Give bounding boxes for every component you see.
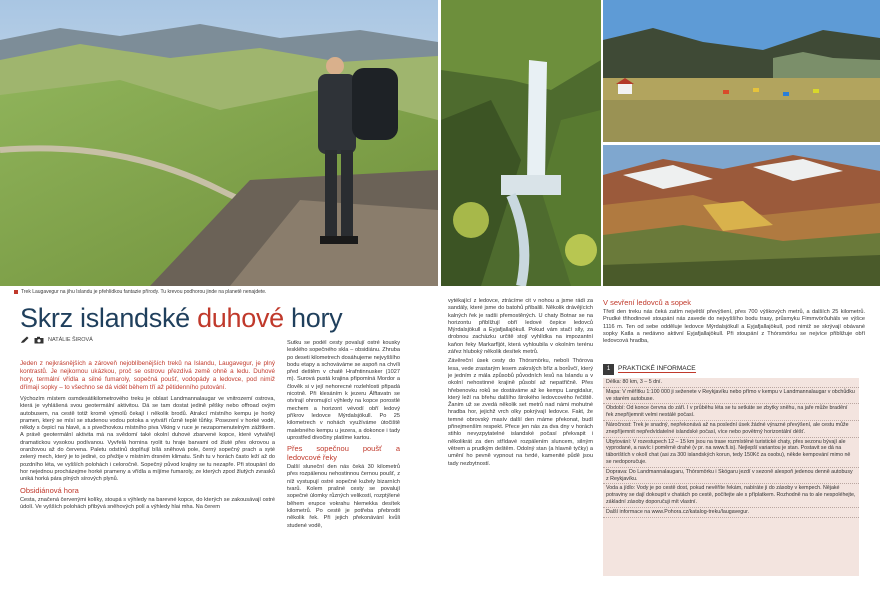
text-column-3 <box>448 298 593 592</box>
photo-rhyolite <box>603 145 880 286</box>
text-column-2 <box>287 340 400 592</box>
info-row: Náročnost: Trek je snadný, nepřekonává až na poslední úsek žádné výrazné převýšení, ale cestu může znepříjemnit nepředvídatelné islandské počasí, více nebo povětrný horizontální déšť. <box>603 421 859 438</box>
col2-paragraph-1: Šutku se podél cesty povalují ostré kousky lesklého sopečného skla – obsidiánu. Zhruba po deseti kilometrech dosáhujeme nejvyššího bodu etapy a schováváme se aspoň na chvíli před deštěm v chatě Hrafntinnusker (1027 m). Surová pustá krajina připomíná Mordor a člověk si v její nehorecné rozlehlosti připadá nicotně. Při klesáním k jezeru Álftavatn se otvírají ohromující výhledy na kopce porostlé mechem a horizont vévodí obří ledový příkrov ledovce Mýrdalsjökull. Po 25 kilometrech v nohách využíváme útočiště malebného kempu u jezera, a dokonce i tady uprostřed divočiny platíme kartou. <box>287 340 400 441</box>
info-row: Voda a jídlo: Vody je po cestě dost, pokud nevěříte řekám, nabíráte ji do zásoby v kempech. Nějaké potraviny se dají dokoupit v chatách po cestě, počítejte ale s příplatkem. Rozhodně na to ale nespoléhejte, základní zásoby doporučuji mít vlastní. <box>603 484 859 507</box>
col1-paragraph-1: Výchozím místem osmdesátikilometrového treku je oblast Landmannalaugar ve vnitrozemí ostrova, která je vyhlášená svou geotermální aktivitou. Dá se tam dostat jedině pěšky nebo offroad ovým autobusem, na cestě totiž kromě výmolů čekají i několik brodů. Atrakcí místního kempu je horký pramen, který se mísí se studenou vodou potoka a vytváří různě teplé tůňky. Posezení v horké vodě, někdy s čepicí na hlavě, a s pivečhovkou místního piva Viking v ruce je nezapomenutelným zážitkem. A právě geotermální aktivita má na svědomí také okolní duhové zbarvené kopce, které vytvářejí dramatickou vysokou podívanou. Vyvřelá hornina ryolit tu hraje barvami od žluté přes okrovou a oranžovou až do červena. Paletu odstínů doplňují bílá sněhová pole, černý sopečný prach a syté zelený mech, který je to jediné, co přežije v místním drsném klimatu. Snih tu v horách často leží až do pozdního léta, ve vyšších polohách i celoročně. Sopečný původ krajiny se tu nezapře. Při stoupání do hor nejednou procházejme horké prameny a vřídla a míjíme fumaroly, ze kterých zpod žlutých zvrasků uniká horká pára plných sírových plynů. <box>20 396 275 483</box>
photo-waterfall <box>441 0 601 286</box>
col4-paragraph-1: Třetí den treku nás čeká zatím největší převýšení, přes 700 výškových metrů, a dalších 25 kilometrů. Prudké třihodinové stoupání nás zavede do nejvyššího bodu trasy, průsmyku Fimmvörðuháls ve výšce 1116 m. Ten od sebe odděluje ledovce Mýrdalsjökull a Eyjafjallajökull, pod nimiž se skrývají obávané sopky Katla a nedávno aktivní Eyjafjallajökull. Při stoupání z Thórsmörku se nejvíce přibližuje obří ledovcová hradba, <box>603 309 865 345</box>
info-row: Mapa: V měřítku 1:100 000 ji seženete v Reykjavíku nebo přímo v kempu v Landmannalaugar v obchůdku ve starém autobuse. <box>603 388 859 405</box>
caption-text: Trek Laugavegur na jihu Islandu je přehlídkou fantazie přírody. Tu krevou podhorou jinde na planetě nenajdete. <box>21 289 267 295</box>
col1-paragraph-2: Cesta, značená červenými kolíky, stoupá s výhledy na barevné kopce, do kterých se zakousávají ostré údolí. Ve vyšších polohách přibývá sněhových polí a výhledy hlai mha. Na čerem <box>20 496 275 510</box>
caption-marker <box>14 290 18 294</box>
photo-hiker <box>0 0 438 286</box>
info-row: Délka: 80 km, 3 – 5 dní. <box>603 378 859 388</box>
col3-paragraph-1: vytékající z ledovce, ztrácíme cit v nohou a jsme rádi za sandály, které jsme do batohů přibalili. Několik drávějících kalných řek je radši přemostěných. U chaty Botnar se na horizontu přiblížují obří ledové čepice ledovců Mýrdalsjökull a Eyjafjallajökull. Pokud vám stačí síly, za drobnou zacházku určitě stojí vyhlídka na impozantní kaňon řeky Markarfljót, která vyhloubila v okolním terénu zářez hluboký několik desítek metrů. <box>448 298 593 356</box>
info-box-header <box>603 364 859 378</box>
camera-icon <box>34 336 44 344</box>
article-lede: Jeden z nejkrásnějších a zároveň nejoblíbenějších treků na Islandu, Laugavegur, je plný kontrastů. Je nejkornou ukázkou, proč se ostrovu přezdívá země ohně a ledu. Duhové hory, termální vřídla a silné fumaroly, sopečná poušť, vodopády a ledovce, pod nimiž dřímají sopky – to všechno se dá vidět během tří až pětidenního putování. <box>20 360 275 391</box>
info-row: Doprava: Do Landmannalaugaru, Thórsmörku i Skógaru jezdí v sezoně alespoň jedenou denně autobusy z Reykjavíku. <box>603 468 859 485</box>
article-title <box>20 303 342 334</box>
col2-paragraph-2: Další sluneční den nás čeká 30 kilometrů přes rozpálenou nehostinnou černou poušť, z níž vystupují ostré sopečné kužely bizarních tvarů. Kolem prašné cesty se povalují sopečné úlomky různých velikostí, rozptýlené během erupce vokrahu hlemekka desítek kilometrů. Po cestě je potřeba přebrodit několik řek. Při jejich překonávání kvůli studené vodě, <box>287 464 400 529</box>
subheading-desert: Přes sopečnou poušť a ledovcové řeky <box>287 444 400 463</box>
photo-camp <box>603 0 880 142</box>
subheading-glaciers: V sevření ledovců a sopek <box>603 298 691 307</box>
pencil-icon <box>20 336 30 344</box>
author-name: NATÁLIE ŠIROVÁ <box>48 337 93 343</box>
info-box-heading: PRAKTICKÉ INFORMACE <box>618 364 696 372</box>
text-column-4 <box>603 298 865 358</box>
practical-info-box <box>603 364 859 576</box>
text-column-1 <box>20 360 275 592</box>
info-box-number: 1 <box>603 364 614 375</box>
photo-caption <box>14 289 266 295</box>
info-row: Období: Od konce června do září. I v průběhu léta se tu setkáte se zbytky sněhu, na jaře může bradění řek znepříjemnit velmi nestálé počasí. <box>603 404 859 421</box>
col3-paragraph-2: Závěreční úsek cesty do Thórsmörku, neboli Thórova lesa, vede zrastarým lesem zakrslých bříz a borůvčí, který je jedním z mála způsobů původních lesů na Islandu a v okolní nehostinné krajině působí až nepatřičně. Přes hřebenovku roků se dostáváme až ke kempu Langidalur, který leží na břehu dalšího širokého ledovcového řečiště. Žanim už se zvedá několik set metrů nad námi mohutné hradba hor, jejichž vrch olky pokrývají ledovce. Fakt, že temné obrovský masív další den máme překonat, budí přinejmenším respekt. Přece jen nás za dva dny v horách stihlo nevyzpytatelné islandské počasí překvapit i několikrát za den střídavé rozpálením sluncem, silným větrem a prudkým deštěm. Odolný stan (a hlavně tyčky) a umění ho pevně vypnout na tvrdé, kamenité půdě jsou tady nezbytností. <box>448 358 593 467</box>
info-row: Ubytování: V rozestupech 12 – 15 km jsou na trase rozmístěné turistické chaty, přes sezonu bývají ale vyprodané, a navíc i poměrně drahé (v pr. na www.fi.is). Nejlepší variantou je stan. Postavit se dá na táborištích v okolí chat (asi za 300 islandských korun, tedy 150Kč za osobu), někde kempování mimo ně se nedoporučuje. <box>603 438 859 468</box>
info-row: Další informace na www.Pohora.cz/katalog-treku/laugavegur. <box>603 508 859 518</box>
title-part2: hory <box>283 303 343 333</box>
title-accent: duhové <box>197 303 284 333</box>
byline <box>20 336 93 344</box>
title-part1: Skrz islandské <box>20 303 198 333</box>
subheading-obsidian: Obsidiánová hora <box>20 485 79 495</box>
